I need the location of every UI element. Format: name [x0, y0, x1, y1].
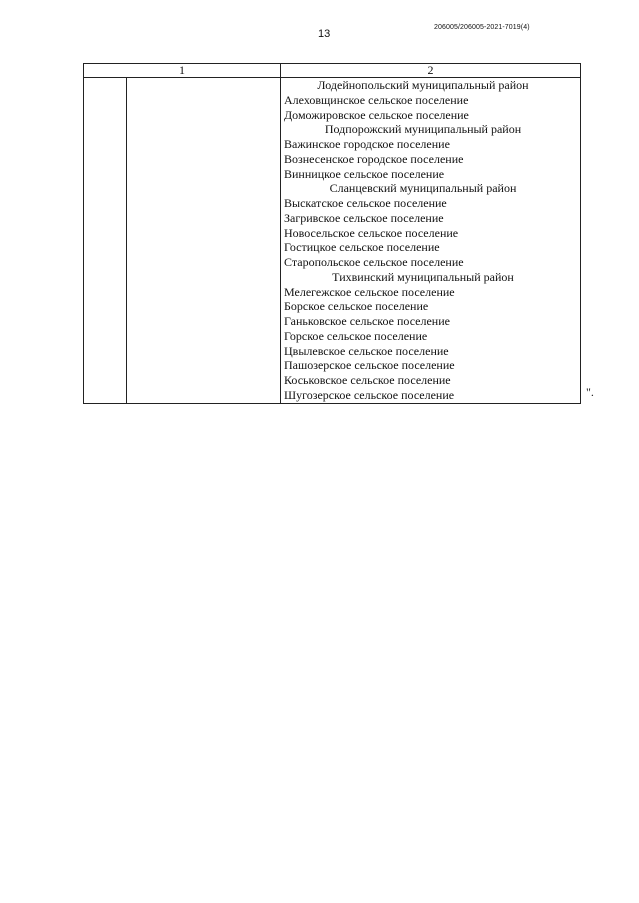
- district-heading: Лодейнопольский муниципальный район: [317, 78, 529, 92]
- empty-cell-left: [84, 78, 127, 404]
- settlement-item: Доможировское сельское поселение: [284, 107, 469, 122]
- settlement-item: Важинское городское поселение: [284, 137, 450, 151]
- table-body-row: [84, 78, 581, 404]
- settlement-item: Коськовское сельское поселение: [284, 373, 451, 387]
- settlement-item: Новосельское сельское поселение: [284, 225, 459, 240]
- settlement-item: Гостицкое сельское поселение: [284, 240, 440, 255]
- column-header-2: 2: [281, 64, 581, 78]
- settlement-item: Выскатское сельское поселение: [284, 196, 447, 210]
- district-heading: Тихвинский муниципальный район: [332, 269, 514, 284]
- district-heading: Сланцевский муниципальный район: [329, 181, 517, 196]
- settlement-item: Борское сельское поселение: [284, 299, 429, 314]
- settlement-item: Горское сельское поселение: [284, 328, 428, 343]
- column-header-1: 1: [84, 64, 281, 78]
- settlement-item: Вознесенское городское поселение: [284, 151, 464, 166]
- settlement-item: Старопольское сельское поселение: [284, 255, 464, 269]
- settlement-item: Мелегежское сельское поселение: [284, 284, 455, 299]
- closing-quote: ".: [586, 385, 594, 399]
- settlement-item: Пашозерское сельское поселение: [284, 358, 455, 373]
- settlement-item: Цвылевское сельское поселение: [284, 343, 449, 358]
- settlement-list: [284, 78, 580, 403]
- settlements-cell: [281, 78, 581, 404]
- settlement-item: Алеховщинское сельское поселение: [284, 92, 469, 107]
- district-heading: Подпорожский муниципальный район: [324, 122, 522, 137]
- settlement-item: Шугозерское сельское поселение: [284, 387, 455, 402]
- empty-cell-middle: [127, 78, 281, 404]
- settlement-item: Ганьковское сельское поселение: [284, 314, 450, 328]
- settlement-item: Винницкое сельское поселение: [284, 166, 445, 181]
- settlements-table: [83, 63, 581, 404]
- page-number: 13: [318, 28, 331, 40]
- settlement-item: Загривское сельское поселение: [284, 210, 444, 225]
- document-id: 206005/206005-2021-7019(4): [434, 24, 530, 31]
- table-header-row: [84, 64, 581, 78]
